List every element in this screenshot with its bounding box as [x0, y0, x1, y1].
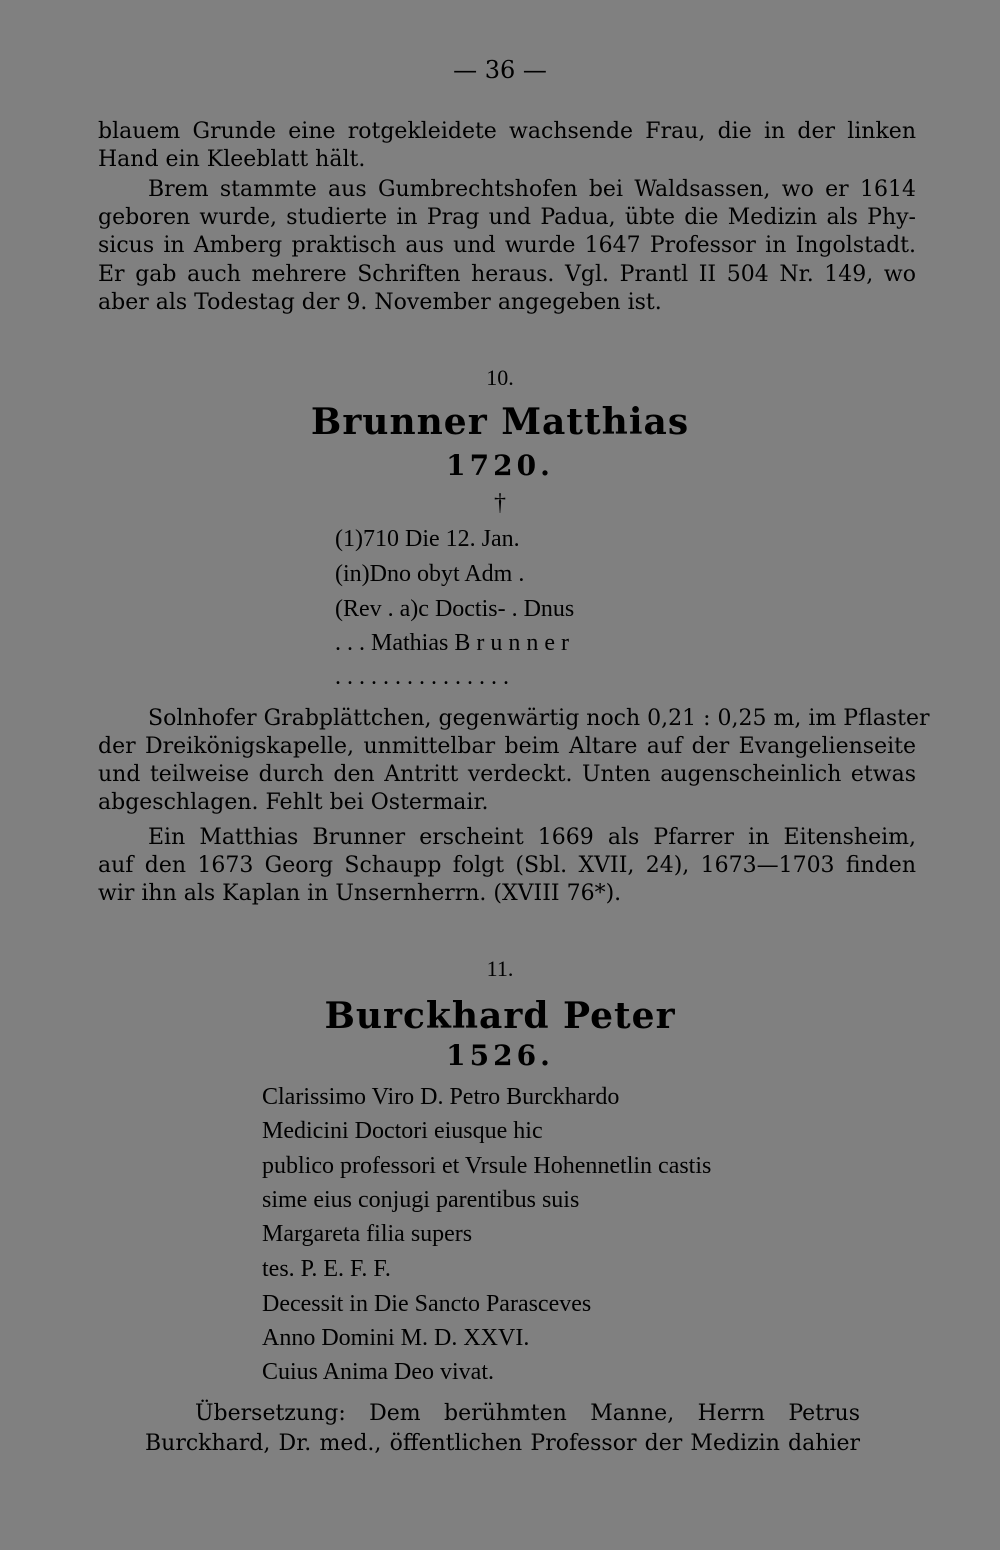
translation-line: Übersetzung: Dem berühmten Manne, Herrn Petrus	[195, 1401, 860, 1426]
inscription-line: Cuius Anima Deo vivat.	[262, 1359, 494, 1385]
inscription-line: Clarissimo Viro D. Petro Burckhardo	[262, 1084, 620, 1110]
paragraph-line: Er gab auch mehrere Schriften heraus. Vgl. Prantl II 504 Nr. 149, wo	[98, 262, 916, 287]
entry-name: Brunner Matthias	[310, 401, 690, 443]
paragraph-line: Solnhofer Grabplättchen, gegenwärtig noch 0,21 : 0,25 m, im Pflaster	[148, 706, 930, 731]
paragraph-line: wir ihn als Kaplan in Unsernherrn. (XVIII 76*).	[98, 881, 622, 906]
inscription-line: Margareta filia supers	[262, 1221, 473, 1247]
inscription-line: (Rev . a)c Doctis‑ . Dnus	[335, 596, 575, 622]
inscription-line: sime eius conjugi parentibus suis	[262, 1187, 580, 1213]
entry-year: 1720.	[446, 449, 554, 482]
inscription-line: . . . . . . . . . . . . . . .	[335, 664, 509, 690]
inscription-line: Anno Domini M. D. XXVI.	[262, 1325, 530, 1351]
paragraph-line: der Dreikönigskapelle, unmittelbar beim Altare auf der Evangelienseite	[98, 734, 916, 759]
paragraph-line: sicus in Amberg praktisch aus und wurde 1647 Professor in Ingolstadt.	[98, 233, 916, 258]
paragraph-line: blauem Grunde eine rotgekleidete wachsende Frau, die in der linken	[98, 119, 916, 144]
entry-number: 10.	[486, 365, 514, 390]
paragraph-line: und teilweise durch den Antritt verdeckt. Unten augenscheinlich etwas	[98, 762, 916, 787]
inscription-line: (1)710 Die 12. Jan.	[335, 526, 520, 552]
paragraph-line: Ein Matthias Brunner erscheint 1669 als Pfarrer in Eitensheim,	[148, 825, 916, 850]
inscription-line: . . . Mathias B r u n n e r	[335, 630, 569, 656]
inscription-line: Decessit in Die Sancto Parasceves	[262, 1291, 592, 1317]
paragraph-line: Hand ein Kleeblatt hält.	[98, 147, 366, 172]
translation-line: Burckhard, Dr. med., öffentlichen Professor der Medizin dahier	[145, 1431, 860, 1456]
inscription-line: tes. P. E. F. F.	[262, 1256, 391, 1282]
page-number: — 36 —	[453, 56, 547, 84]
paragraph-line: geboren wurde, studierte in Prag und Padua, übte die Medizin als Phy-	[98, 205, 916, 230]
paragraph-line: auf den 1673 Georg Schaupp folgt (Sbl. XVII, 24), 1673—1703 finden	[98, 853, 916, 878]
paragraph-line: Brem stammte aus Gumbrechtshofen bei Waldsassen, wo er 1614	[148, 177, 916, 202]
cross-symbol: †	[494, 490, 506, 516]
entry-year: 1526.	[446, 1039, 554, 1072]
entry-number: 11.	[486, 956, 514, 981]
paragraph-line: aber als Todestag der 9. November angegeben ist.	[98, 290, 662, 315]
paragraph-line: abgeschlagen. Fehlt bei Ostermair.	[98, 790, 489, 815]
inscription-line: publico professori et Vrsule Hohennetlin castis	[262, 1153, 712, 1179]
entry-name: Burckhard Peter	[324, 995, 676, 1037]
inscription-line: Medicini Doctori eiusque hic	[262, 1118, 543, 1144]
inscription-line: (in)Dno obyt Adm .	[335, 561, 525, 587]
